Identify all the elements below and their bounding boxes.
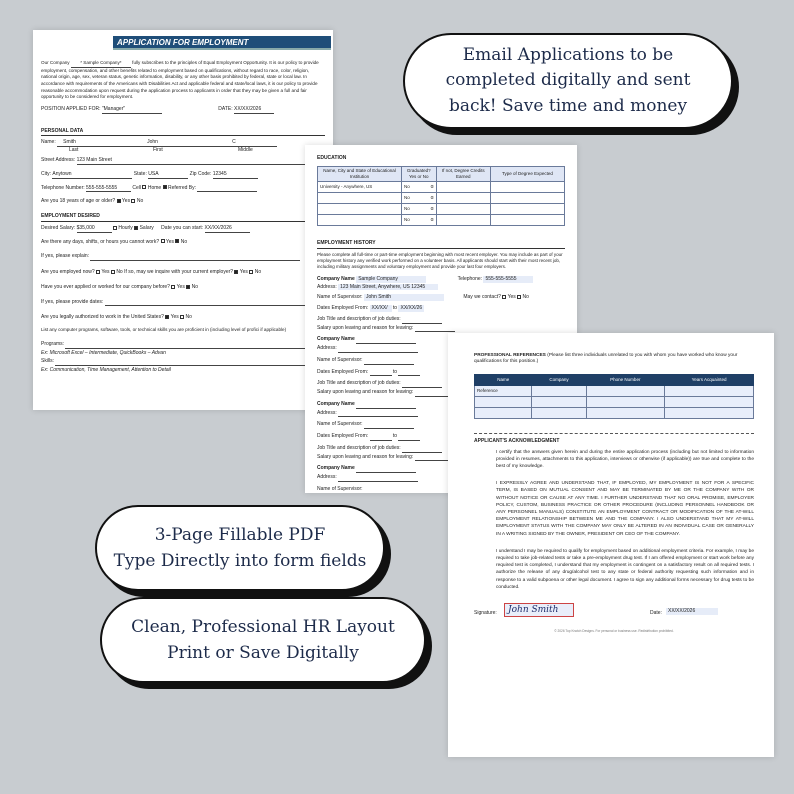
skills-field[interactable]: [55, 358, 305, 366]
inquire-yes-checkbox[interactable]: [234, 270, 238, 274]
references-table: Name Company Phone Number Years Acquainted Reference: [474, 374, 754, 419]
age-no-checkbox[interactable]: [131, 199, 135, 203]
acknowledgment-text: I certify that the answers given herein and during the entire application process (including but not limited to information provided in resumes, attachments to this application, interviews or otherwise (if applicable)) are true and complete to the best of my knowledge. I EXPRESSLY AGREE AND UNDERSTAND THAT, IF EMPLOYED, MY EMPLOYMENT IS NOT FOR A SPECIFIC TERM, IS BASED ON MUTUAL CONSENT AND MAY BE TERMINATED BY ME OR THE COMPANY WITH OR WITHOUT NOTICE OR CAUSE AT ANY TIME. I FURTHER UNDERSTAND THAT NO ORAL PROMISE, EMPLOYER POLICY, CUSTOM, BUSINESS PRACTICE OR OTHER PROCEDURE (INCLUDING PERSONNEL HANDBOOK OR ANY PERSONNEL MANUALS) CONSTITUTE AN EMPLOYMENT CONTRACT OR MODIFICATION OF THE AT-WILL EMPLOYMENT RELATIONSHIP BETWEEN ME AND THE COMPANY. I ALSO UNDERSTAND THAT MY AT-WILL EMPLOYMENT STATUS WITH THE COMPANY MAY ONLY BE ALTERED IN AN INDIVIDUAL CASE OR GENERALLY IN A WRITING SIGNED BY THE OWNER, PRESIDENT OR CEO OF THE COMPANY. I understand I may be required to qualify for employment based on additional employment criteria. For example, I may be required to take job-related tests or take a pre-employment drug test. If I am offered employment or start work before any required test is completed, I understand that my employment is contingent on a satisfactory result on all required tests. I authorize the release of any drug/alcohol test to any state or federal authority requesting such information and in response to a valid subpoena or other legal document. I agree to sign any additional forms necessary for drug tests to be conducted.: [496, 449, 754, 590]
signature-date-field[interactable]: XX/XX/2026: [666, 608, 718, 615]
page-2-form: EDUCATION Name, City and State of Educational Institution Graduated? Yes or No If not, Degree Credits Earned Type of Degree Expected University - Anywhere, US No ⦻ No ⦻ No ⦻ No ⦻ EMPLOYMENT HISTORY Please complete all full-time or part-time employment beginning with most recent employer. You may include as part of your employment history any verified work performed on a volunteer basis. All applicants should start with their most recent job, including military assignments and voluntary employment and provide your last four employers. Company Name Sample Company Telephone: 555-555-5555 Address: 123 Main Street, Anywhere, US 12345 Name of Supervisor: John Smith May we contact? Yes No Dates Employed From: XX/XX/ to XX/XX/26 Job Title and description of job duties: Salary upon leaving and reason for leaving: Company Name Address: Name of Supervisor: Dates Employed From: to Job Title and description of job duties: Salary upon leaving and reason for leaving: Company Name Address: Name of Supervisor: Dates Employed From: to Job Title and description of job duties: Salary upon leaving and reason for leaving: Company Name Address: Name of Supervisor:: [305, 145, 577, 493]
legal-no-checkbox[interactable]: [180, 315, 184, 319]
inquire-no-checkbox[interactable]: [249, 270, 253, 274]
name-field[interactable]: Smith John C: [57, 139, 277, 147]
education-heading: EDUCATION: [317, 155, 347, 161]
employer-address-field[interactable]: 123 Main Street, Anywhere, US 12345: [338, 284, 438, 291]
references-heading: PROFESSIONAL REFERENCES: [474, 353, 546, 358]
home-checkbox[interactable]: [163, 185, 167, 189]
applied-dates-field[interactable]: [105, 299, 305, 307]
copyright-footer: © 2026 Top Knotch Designs. For personal or business use. Redistribution prohibited.: [554, 628, 674, 633]
contact-no-checkbox[interactable]: [517, 295, 521, 299]
employer-2: Company Name Address: Name of Supervisor: Dates Employed From: to Job Title and description of job duties: Salary upon leaving and reason for leaving:: [317, 336, 565, 397]
fillable-pdf-callout: 3-Page Fillable PDF Type Directly into form fields: [95, 505, 385, 591]
eeo-statement: Our Company * Sample Company* fully subscribes to the principles of Equal Employment Opportunity. It is our policy to provide employment, compensation, and other benefits related to employment based on qualifications, without regard to race, color, religion, national origin, age, sex, veteran status, genetic information, disability, or any other basis prohibited by federal, state or local law. In accordance with requirements of the Americans with Disabilities Act and applicable federal and state/local laws, it is our policy to provide reasonable accommodation upon request during the application process to applicants in order that they may be given a full and fair opportunity to be considered for employment.: [41, 60, 319, 100]
referred-field[interactable]: [197, 185, 257, 193]
phone-field[interactable]: 555-555-5555: [86, 185, 131, 193]
employed-yes-checkbox[interactable]: [96, 270, 100, 274]
professional-layout-callout: Clean, Professional HR Layout Print or Save Digitally: [100, 597, 426, 683]
signature-field[interactable]: John Smith: [504, 603, 574, 617]
salary-field[interactable]: $35,000: [77, 225, 112, 233]
personal-data-heading: PERSONAL DATA: [41, 128, 325, 137]
employer-1: Company Name Sample Company Telephone: 555-555-5555 Address: 123 Main Street, Anywhere, US 12345 Name of Supervisor: John Smith May we contact? Yes No Dates Employed From: XX/XX/ to XX/XX/26 Job Title and description of job duties: Salary upon leaving and reason for leaving:: [317, 276, 565, 333]
form-title-banner: [113, 36, 331, 50]
cell-checkbox[interactable]: [142, 185, 146, 189]
zip-field[interactable]: 12345: [213, 171, 258, 179]
programs-field[interactable]: [65, 341, 305, 349]
contact-yes-checkbox[interactable]: [502, 295, 506, 299]
days-no-checkbox[interactable]: [175, 239, 179, 243]
hourly-checkbox[interactable]: [113, 226, 117, 230]
supervisor-field[interactable]: John Smith: [364, 294, 444, 301]
applied-no-checkbox[interactable]: [186, 285, 190, 289]
days-yes-checkbox[interactable]: [161, 239, 165, 243]
employed-no-checkbox[interactable]: [111, 270, 115, 274]
employer-3: Company Name Address: Name of Supervisor: Dates Employed From: to Job Title and description of job duties: Salary upon leaving and reason for leaving:: [317, 401, 565, 462]
education-table: Name, City and State of Educational Institution Graduated? Yes or No If not, Degree Credits Earned Type of Degree Expected University - Anywhere, US No ⦻ No ⦻ No ⦻ No ⦻: [317, 166, 565, 226]
date-field[interactable]: XX/XX/2026: [234, 106, 274, 114]
employment-desired-heading: EMPLOYMENT DESIRED: [41, 213, 325, 222]
applied-yes-checkbox[interactable]: [171, 285, 175, 289]
company-field[interactable]: * Sample Company*: [71, 60, 131, 68]
state-field[interactable]: USA: [148, 171, 188, 179]
page-3-form: PROFESSIONAL REFERENCES (Please list three individuals unrelated to you with whom you have worked who know your qualifications for this position.) Name Company Phone Number Years Acquainted Reference APPLICANT'S ACKNOWLEDGMENT I certify that the answers given herein and during the entire application process (including but not limited to information provided in resumes, attachments to this application, interviews or otherwise (if applicable)) are true and complete to the best of my knowledge. I EXPRESSLY AGREE AND UNDERSTAND THAT, IF EMPLOYED, MY EMPLOYMENT IS NOT FOR A SPECIFIC TERM, IS BASED ON MUTUAL CONSENT AND MAY BE TERMINATED BY ME OR THE COMPANY WITH OR WITHOUT NOTICE OR CAUSE AT ANY TIME. I FURTHER UNDERSTAND THAT NO ORAL PROMISE, EMPLOYER POLICY, CUSTOM, BUSINESS PRACTICE OR OTHER PROCEDURE (INCLUDING PERSONNEL HANDBOOK OR ANY PERSONNEL MANUALS) CONSTITUTE AN EMPLOYMENT CONTRACT OR MODIFICATION OF THE AT-WILL EMPLOYMENT RELATIONSHIP BETWEEN ME AND THE COMPANY. I ALSO UNDERSTAND THAT MY AT-WILL EMPLOYMENT STATUS WITH THE COMPANY MAY ONLY BE ALTERED IN AN INDIVIDUAL CASE OR GENERALLY IN A WRITING SIGNED BY THE OWNER, PRESIDENT OR CEO OF THE COMPANY. I understand I may be required to qualify for employment based on additional employment criteria. For example, I may be required to take job-related tests or take a pre-employment drug test. If I am offered employment or start work before any required test is completed, I understand that my employment is contingent on a satisfactory result on all required tests. I authorize the release of any drug/alcohol test to any state or federal authority requesting such information and in response to a valid subpoena or other legal document. I agree to sign any additional forms necessary for drug tests to be conducted. Signature: John Smith Date: XX/XX/2026 © 2026 Top Knotch Designs. For personal or business use. Redistribution prohibited.: [448, 333, 774, 757]
start-date-field[interactable]: XX/XX/2026: [205, 225, 250, 233]
explain-field[interactable]: [90, 253, 300, 261]
programs-question: List any computer programs, software, tools, or technical skills you are proficient in (including level of profici if applicable): [41, 327, 287, 333]
employer-4: Company Name Address: Name of Supervisor:: [317, 465, 565, 493]
acknowledgment-heading: APPLICANT'S ACKNOWLEDGMENT: [474, 437, 560, 444]
email-applications-callout: Email Applications to be completed digitally and sent back! Save time and money: [403, 33, 733, 129]
position-field[interactable]: "Manager": [102, 106, 162, 114]
employer-phone-field[interactable]: 555-555-5555: [483, 276, 533, 283]
salary-checkbox[interactable]: [134, 226, 138, 230]
references-intro: PROFESSIONAL REFERENCES (Please list three individuals unrelated to you with whom you have worked who know your qualifications for this position.): [474, 353, 738, 365]
street-field[interactable]: 123 Main Street: [77, 157, 307, 165]
city-field[interactable]: Anytown: [52, 171, 132, 179]
form-title: APPLICATION FOR EMPLOYMENT: [117, 38, 249, 47]
page-1-form: APPLICATION FOR EMPLOYMENT Our Company * Sample Company* fully subscribes to the principles of Equal Employment Opportunity. It is our policy to provide employment, compensation, and other benefits related to employment based on qualifications, without regard to race, color, religion, national origin, age, sex, veteran status, genetic information, disability, or any other basis prohibited by federal, state or local law. In accordance with requirements of the Americans with Disabilities Act and applicable federal and state/local laws, it is our policy to provide reasonable accommodation upon request during the application process to applicants in order that they may be given a full and fair opportunity to be considered for employment. POSITION APPLIED FOR: "Manager" DATE: XX/XX/2026 PERSONAL DATA Name: Smith John C Last First Middle Street Address: 123 Main Street City: Anytown State: USA Zip Code: 12345 Telephone Number: 555-555-5555 Cell Home Referred By: Are you 18 years of age or older? Yes No EMPLOYMENT DESIRED Desired Salary: $35,000 Hourly Salary Date you can start: XX/XX/2026 Are there any days, shifts, or hours you cannot work? Yes No If yes, please explain: Are you employed now? Yes No If so, may we inquire with your current employer? Yes No Have you ever applied or worked for our company before? Yes No If yes, please provide dates: Are you legally authorized to work in the United States? Yes No List any computer programs, software, tools, or technical skills you are proficient in (including level of profici if applicable) Programs: Ex: Microsoft Excel – Intermediate, QuickBooks – Advan Skills: Ex: Communication, Time Management, Attention to Detail: [33, 30, 333, 410]
employment-history-heading: EMPLOYMENT HISTORY: [317, 240, 565, 249]
legal-yes-checkbox[interactable]: [165, 315, 169, 319]
company-name-field[interactable]: Sample Company: [356, 276, 426, 283]
age-yes-checkbox[interactable]: [117, 199, 121, 203]
